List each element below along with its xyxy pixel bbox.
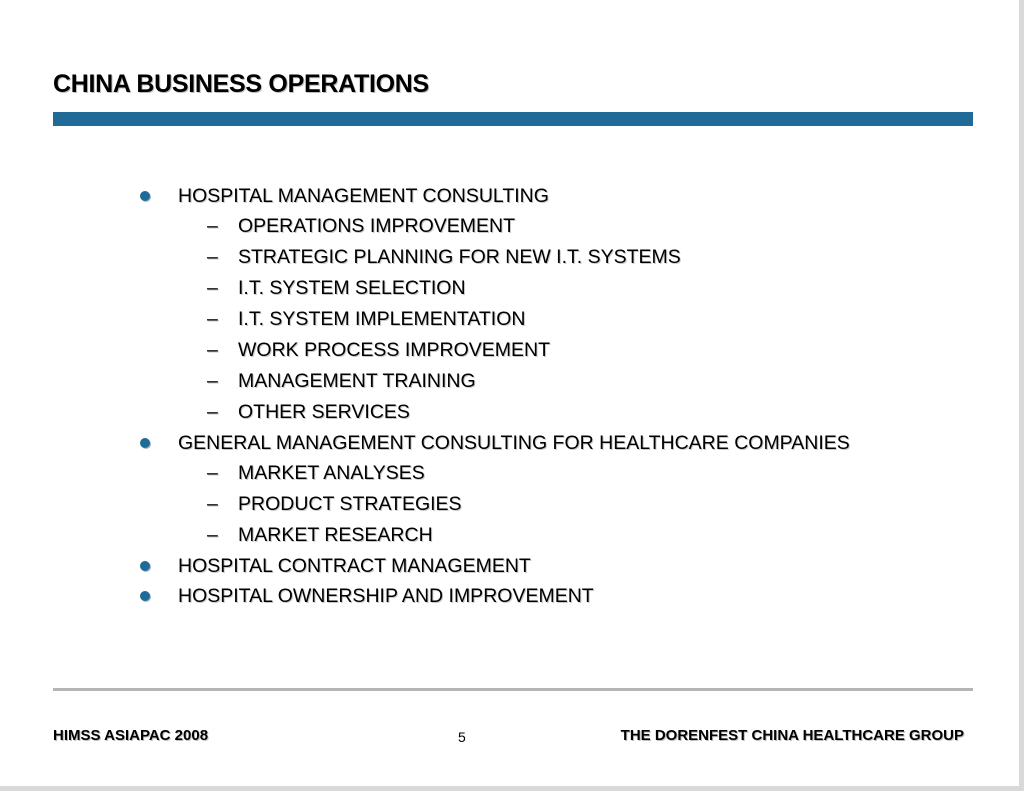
sub-bullet-item bbox=[140, 520, 860, 551]
bullet-item bbox=[140, 181, 860, 211]
bullet-dot-icon bbox=[140, 191, 150, 201]
sub-bullet-item bbox=[140, 366, 860, 397]
sub-bullet-item bbox=[140, 273, 860, 304]
sub-bullet-text: MANAGEMENT TRAINING bbox=[238, 370, 476, 392]
bullet-dot-icon bbox=[140, 591, 150, 601]
sub-bullet-item bbox=[140, 489, 860, 520]
bullet-dot-icon bbox=[140, 438, 150, 448]
sub-bullet-item bbox=[140, 397, 860, 428]
slide-edge-shadow-bottom bbox=[0, 786, 1024, 791]
dash-icon: – bbox=[207, 246, 218, 268]
slide-title: CHINA BUSINESS OPERATIONS bbox=[53, 70, 429, 98]
sub-bullet-text: MARKET RESEARCH bbox=[238, 524, 433, 546]
slide-edge-shadow-right bbox=[1019, 0, 1024, 791]
bullet-item bbox=[140, 428, 860, 458]
sub-bullet-text: I.T. SYSTEM SELECTION bbox=[238, 277, 466, 299]
dash-icon: – bbox=[207, 524, 218, 546]
dash-icon: – bbox=[207, 370, 218, 392]
bullet-text: HOSPITAL MANAGEMENT CONSULTING bbox=[178, 185, 549, 207]
dash-icon: – bbox=[207, 277, 218, 299]
sub-bullet-text: OTHER SERVICES bbox=[238, 401, 410, 423]
sub-bullet-item bbox=[140, 304, 860, 335]
bullet-dot-icon bbox=[140, 561, 150, 571]
footer-company-label: THE DORENFEST CHINA HEALTHCARE GROUP bbox=[620, 727, 964, 744]
sub-bullet-text: STRATEGIC PLANNING FOR NEW I.T. SYSTEMS bbox=[238, 246, 681, 268]
dash-icon: – bbox=[207, 462, 218, 484]
dash-icon: – bbox=[207, 215, 218, 237]
sub-bullet-text: PRODUCT STRATEGIES bbox=[238, 493, 462, 515]
bullet-text: HOSPITAL CONTRACT MANAGEMENT bbox=[178, 555, 531, 577]
bullet-text: GENERAL MANAGEMENT CONSULTING FOR HEALTHCARE COMPANIES bbox=[178, 432, 850, 454]
sub-bullet-item bbox=[140, 458, 860, 489]
sub-bullet-text: MARKET ANALYSES bbox=[238, 462, 425, 484]
title-underline-bar bbox=[53, 112, 973, 126]
sub-bullet-item bbox=[140, 242, 860, 273]
footer-event-label: HIMSS ASIAPAC 2008 bbox=[53, 727, 209, 744]
sub-bullet-item bbox=[140, 335, 860, 366]
sub-bullet-text: WORK PROCESS IMPROVEMENT bbox=[238, 339, 551, 361]
sub-bullet-text: OPERATIONS IMPROVEMENT bbox=[238, 215, 515, 237]
dash-icon: – bbox=[207, 401, 218, 423]
page-number: 5 bbox=[458, 729, 466, 745]
dash-icon: – bbox=[207, 339, 218, 361]
bullet-item bbox=[140, 581, 860, 611]
footer-divider bbox=[53, 688, 973, 691]
bullet-item bbox=[140, 551, 860, 581]
bullet-text: HOSPITAL OWNERSHIP AND IMPROVEMENT bbox=[178, 585, 594, 607]
bullet-list bbox=[140, 181, 860, 611]
sub-bullet-text: I.T. SYSTEM IMPLEMENTATION bbox=[238, 308, 526, 330]
dash-icon: – bbox=[207, 308, 218, 330]
dash-icon: – bbox=[207, 493, 218, 515]
sub-bullet-item bbox=[140, 211, 860, 242]
